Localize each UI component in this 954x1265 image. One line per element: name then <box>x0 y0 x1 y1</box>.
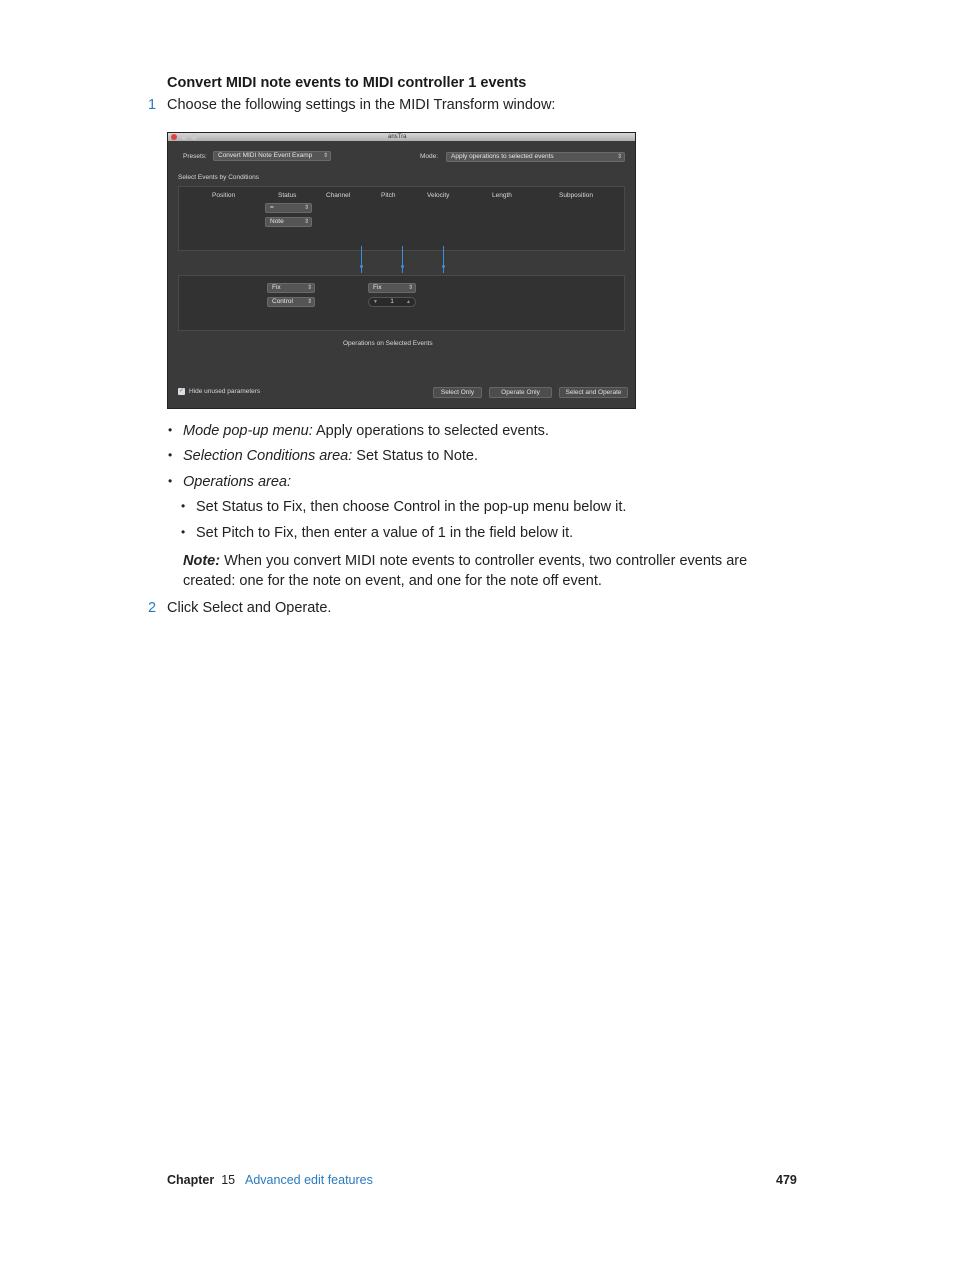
footer-chapter-link[interactable]: Advanced edit features <box>245 1173 373 1187</box>
mode-label: Mode: <box>420 153 439 160</box>
bullet-conditions <box>168 448 479 464</box>
step-1 <box>148 97 555 113</box>
conditions-label: Select Events by Conditions <box>178 174 259 181</box>
condition-status-value-popup[interactable] <box>265 217 312 227</box>
operation-pitch-operator-popup[interactable] <box>368 283 416 293</box>
connector-line <box>402 246 403 273</box>
chevron-updown-icon: ⇕ <box>616 154 622 160</box>
mode-popup[interactable] <box>446 152 625 162</box>
connector-dot <box>442 265 445 268</box>
checkmark-icon: ✓ <box>178 388 185 394</box>
chevron-updown-icon: ⇕ <box>306 299 312 305</box>
bullet-mode <box>168 423 549 439</box>
chevron-updown-icon: ⇕ <box>303 205 309 211</box>
note-paragraph <box>183 551 783 591</box>
chevron-updown-icon: ⇕ <box>322 153 328 159</box>
window-titlebar <box>168 133 635 141</box>
bullet-label: Operations area: <box>183 474 292 490</box>
hide-unused-checkbox[interactable] <box>178 388 185 395</box>
operation-pitch-value-field[interactable] <box>368 297 416 307</box>
chevron-updown-icon: ⇕ <box>407 285 413 291</box>
chevron-updown-icon: ⇕ <box>303 219 309 225</box>
bullet-icon: • <box>181 499 186 513</box>
footer-chapter-word: Chapter <box>167 1173 215 1187</box>
column-length: Length <box>492 192 512 199</box>
presets-value: Convert MIDI Note Event Examp <box>218 152 313 159</box>
operation-status-operator-popup[interactable] <box>267 283 315 293</box>
section-heading: Convert MIDI note events to MIDI controller 1 events <box>167 75 527 91</box>
bullet-icon: • <box>168 448 173 462</box>
step-text: Choose the following settings in the MIDI Transform window: <box>167 97 556 113</box>
close-window-icon[interactable] <box>171 134 177 140</box>
sub-bullet-status <box>181 499 627 515</box>
operation-status-value-popup[interactable] <box>267 297 315 307</box>
step-text: Click Select and Operate. <box>167 600 332 616</box>
presets-label: Presets: <box>183 153 207 160</box>
select-and-operate-button[interactable]: Select and Operate <box>559 387 628 398</box>
chevron-updown-icon: ⇕ <box>306 285 312 291</box>
bullet-text: Apply operations to selected events. <box>312 423 549 439</box>
select-only-button[interactable]: Select Only <box>433 387 482 398</box>
step-number: 2 <box>148 600 157 616</box>
hide-unused-label: Hide unused parameters <box>189 388 261 395</box>
bullet-text: Set Status to Note. <box>352 448 479 464</box>
footer-chapter-number: 15 <box>221 1173 236 1187</box>
column-subposition: Subposition <box>559 192 593 199</box>
connector-line <box>361 246 362 273</box>
bullet-icon: • <box>181 525 186 539</box>
bullet-text: Set Pitch to Fix, then enter a value of 1 in the field below it. <box>196 525 574 541</box>
column-velocity: Velocity <box>427 192 450 199</box>
midi-transform-window <box>167 132 636 409</box>
condition-status-operator-popup[interactable] <box>265 203 312 213</box>
bullet-text: Set Status to Fix, then choose Control in the pop-up menu below it. <box>196 499 627 515</box>
increment-arrow-icon[interactable]: ▲ <box>406 299 411 305</box>
condition-status-operator: = <box>270 204 274 211</box>
column-position: Position <box>212 192 236 199</box>
condition-status-value: Note <box>270 218 284 225</box>
presets-popup[interactable] <box>213 151 331 161</box>
connector-dot <box>360 265 363 268</box>
column-channel: Channel <box>326 192 351 199</box>
minimize-window-icon[interactable] <box>181 134 187 140</box>
operation-pitch-value: 1 <box>390 298 394 305</box>
sub-bullet-pitch <box>181 525 574 541</box>
zoom-window-icon[interactable] <box>191 134 197 140</box>
decrement-arrow-icon[interactable]: ▼ <box>373 299 378 305</box>
bullet-icon: • <box>168 474 173 488</box>
footer-page-number: 479 <box>776 1173 797 1187</box>
window-title: ansTra <box>388 134 407 140</box>
bullet-icon: • <box>168 423 173 437</box>
operation-status-operator: Fix <box>272 284 281 291</box>
connector-line <box>443 246 444 273</box>
operation-status-value: Control <box>272 298 293 305</box>
operations-label: Operations on Selected Events <box>343 340 433 347</box>
note-label: Note: <box>183 553 221 569</box>
mode-value: Apply operations to selected events <box>451 153 554 160</box>
column-pitch: Pitch <box>381 192 396 199</box>
footer-chapter <box>167 1173 235 1187</box>
step-2 <box>148 600 331 616</box>
note-text: When you convert MIDI note events to controller events, two controller events are created: one for the note on event, and one for the note off event. <box>183 553 748 589</box>
operation-pitch-operator: Fix <box>373 284 382 291</box>
bullet-label: Mode pop-up menu: <box>183 423 313 439</box>
step-number: 1 <box>148 97 157 113</box>
connector-dot <box>401 265 404 268</box>
conditions-panel <box>178 186 625 251</box>
operate-only-button[interactable]: Operate Only <box>489 387 552 398</box>
bullet-operations <box>168 474 292 490</box>
bullet-label: Selection Conditions area: <box>183 448 353 464</box>
column-status: Status <box>278 192 297 199</box>
